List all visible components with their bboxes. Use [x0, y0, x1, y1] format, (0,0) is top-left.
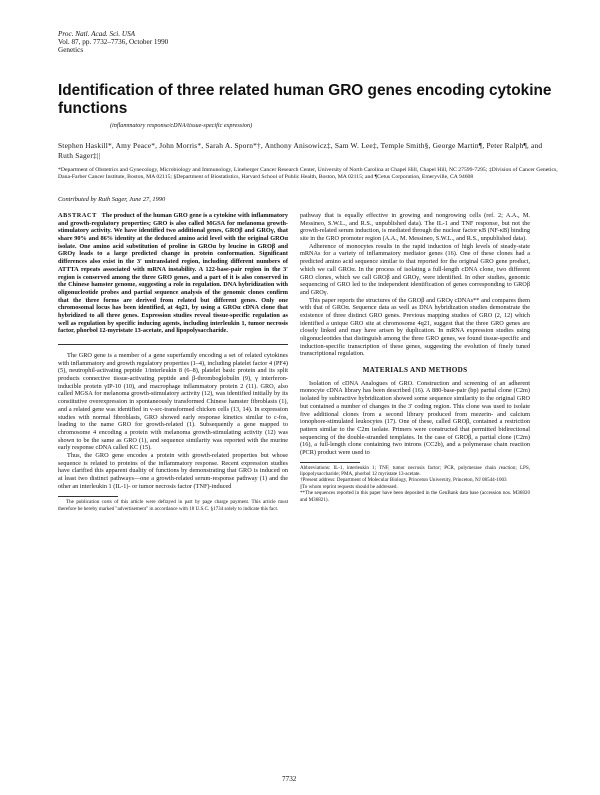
journal-header — [58, 30, 168, 55]
present-address-note: †Present address: Department of Molecular Biology, Princeton University, Princeton, NJ 08544-1003 — [300, 477, 507, 484]
intro-paragraph-3: pathway that is equally effective in growing and nongrowing cells (ref. 2; A.A., M. Messineo, S.W.L., and R.S., unpublished data). The IL-1 and TNF response, but not the growth-related serum induction, is mediated through the nuclear factor κB (NF-κB) binding site in the GRO promoter region (A.A., M. Messineo, S.W.L., and R.S., unpublished data). — [300, 212, 530, 243]
right-footnote-divider — [300, 462, 360, 463]
methods-paragraph-1: Isolation of cDNA Analogues of GRO. Construction and screening of an adherent monocyte cDNA library has been described (16). A 880-base-pair (bp) partial clone (C2m) isolated by subtractive hybridization showed some sequence similarity to the original GRO but contained a number of changes in the 3′ coding region. This clone was used to isolate five additional clones from a second library produced from mezerin- and calcium ionophore-stimulated leukocytes (17). One of these, called GROβ, contained a restriction pattern similar to the C2m isolate. Primers were constructed that permitted bidirectional sequencing of the double-stranded templates. In the case of GROβ, a partial clone (C2m) (16), a full-length clone containing two introns (CC2b), and a polymerase chain reaction (PCR) product were used to — [300, 379, 530, 456]
contributed-by: Contributed by Ruth Sager, June 27, 1990 — [58, 196, 166, 203]
intro-paragraph-2: Thus, the GRO gene encodes a protein with growth-related properties but whose sequence is related to proteins of the inflammatory response. Recent expression studies have clarified this apparent duality of functions by demonstrating that GRO is induced on at least two distinct pathways—one a growth-related serum-response pathway (1) and the other an interleukin 1 (IL-1)- or tumor necrosis factor (TNF)-induced — [58, 451, 288, 490]
page-number: 7732 — [282, 775, 297, 783]
journal-name: Proc. Natl. Acad. Sci. USA — [58, 30, 136, 38]
author-list: Stephen Haskill*, Amy Peace*, John Morris*, Sarah A. Sporn*†, Anthony Anisowicz‡, Sam W. Lee‡, Temple Smith§, George Martin¶, Peter Ralph¶, and Ruth Sager‡|| — [58, 141, 543, 160]
journal-section: Genetics — [58, 46, 84, 55]
intro-paragraph-5: This paper reports the structures of the GROβ and GROγ cDNAs** and compares them with that of GROα. Sequence data as well as DNA hybridization studies demonstrate the existence of three distinct GRO genes. Previous mapping studies of GRO (2, 12) which identified a unique GRO site at chromosome 4q21, suggest that the three GRO genes are closely linked and may have arisen by duplication. In mRNA expression studies using oligonucleotides that distinguish among the three GRO genes, we found tissue-specific and induction-specific transcription of these genes, suggesting the evolution of finely tuned transcriptional regulation. — [300, 296, 530, 358]
article-title: Identification of three related human GRO genes encoding cytokine functions — [58, 82, 552, 117]
abstract-text: The product of the human GRO gene is a cytokine with inflammatory and growth-regulatory properties; GRO is also called MGSA for melanoma growth-stimulatory activity. We have identified two additional genes, GROβ and GROγ, that share 90% and 86% identity at the deduced amino acid level with the original GROα isolate. One amino acid substitution of proline in GROα by leucine in GROβ and GROγ leads to a large predicted change in protein conformation. Significant differences also exist in the 3′ untranslated region, including different numbers of ATTTA repeats associated with mRNA instability. A 122-base-pair region in the 3′ region is conserved among the three GRO genes, and a part of it is also conserved in the Chinese hamster genome, suggesting a role in regulation. DNA hybridization with oligonucleotide probes and partial sequence analysis of the genomic clones confirm that the three forms are derived from related but different genes. Only one chromosomal locus has been identified, at 4q21, by using a GROα cDNA clone that hybridized to all three genes. Expression studies reveal tissue-specific regulation as well as regulation by specific inducing agents, including interleukin 1, tumor necrosis factor, phorbol 12-myristate 13-acetate, and lipopolysaccharide. — [58, 212, 288, 335]
right-column — [300, 212, 530, 503]
intro-paragraph-4: Adherence of monocytes results in the rapid induction of high levels of steady-state mRNAs for a variety of inflammatory mediator genes (16). One of these clones had a predicted amino acid sequence similar to that reported for the original GRO gene product, which we call GROα. In the process of isolating a full-length cDNA clone, two different GRO clones, which we call GROβ and GROγ, were identified. In other studies, genomic sequencing of GRO led to the independent identification of genes corresponding to GROβ and GROγ. — [300, 242, 530, 296]
intro-paragraph-1: The GRO gene is a member of a gene superfamily encoding a set of related cytokines with inflammatory and growth regulatory properties (1–4), including platelet factor 4 (PF4) (5), neutrophil-activating peptide 1/interleukin 8 (6–8), platelet basic protein and its split products connective tissue-activating peptide and β-thromboglobulin (9), γ interferon-inducible protein γIP-10 (10), and macrophage inflammatory protein 2 (11). GRO, also called MGSA for melanoma growth-stimulatory activity (12), was identified initially by its constitutive overexpression in spontaneously transformed Chinese hamster fibroblasts (1), and a related gene was identified in v-src-transformed chicken cells (13, 14). In expression studies with normal fibroblasts, GRO showed early response kinetics similar to c-fos, leading to the name GRO for growth-related (1). Subsequently a gene mapped to chromosome 4 encoding a protein with melanoma growth-stimulating activity (12) was shown to be the same as GRO (1), and sequence similarity was reported with the murine early response cDNA called KC (15). — [58, 352, 288, 452]
article-keywords: (inflammatory response/cDNA/tissue-specific expression) — [110, 122, 253, 129]
methods-heading: MATERIALS AND METHODS — [362, 366, 468, 375]
journal-volume: Vol. 87, pp. 7732–7736, October 1990 — [58, 38, 169, 47]
abstract-label: ABSTRACT — [58, 212, 97, 219]
abbreviations-note: Abbreviations: IL-1, interleukin 1; TNF, tumor necrosis factor; PCR, polymerase chain reaction; LPS, lipopolysaccharide; PMA, phorbol 12 myristate 13-acetate. — [300, 464, 530, 478]
publication-charge-note: The publication costs of this article were defrayed in part by page charge payment. This article must therefore be hereby marked "advertisement" in accordance with 18 U.S.C. §1734 solely to indicate this fact. — [58, 499, 288, 512]
footnote-divider — [58, 496, 118, 497]
reprints-note: ||To whom reprint requests should be addressed. — [300, 483, 398, 490]
affiliations: *Department of Obstetrics and Gynecology, Microbiology and Immunology, Lineberger Cancer Research Center, University of North Carolina at Chapel Hill, Chapel Hill, NC 27599-7295; ‡Division of Cancer Genetics, Dana-Farber Cancer Institute, Boston, MA 02115; §Department of Biostatistics, Harvard School of Public Health, Boston, MA 02115; and ¶Cetus Corporation, Emeryville, CA 94608 — [58, 167, 558, 180]
abstract — [58, 212, 288, 335]
abstract-divider — [58, 344, 288, 345]
left-column — [58, 212, 288, 512]
genbank-note: **The sequences reported in this paper have been deposited in the GenBank data base (accession nos. M36820 and M36821). — [300, 490, 530, 503]
